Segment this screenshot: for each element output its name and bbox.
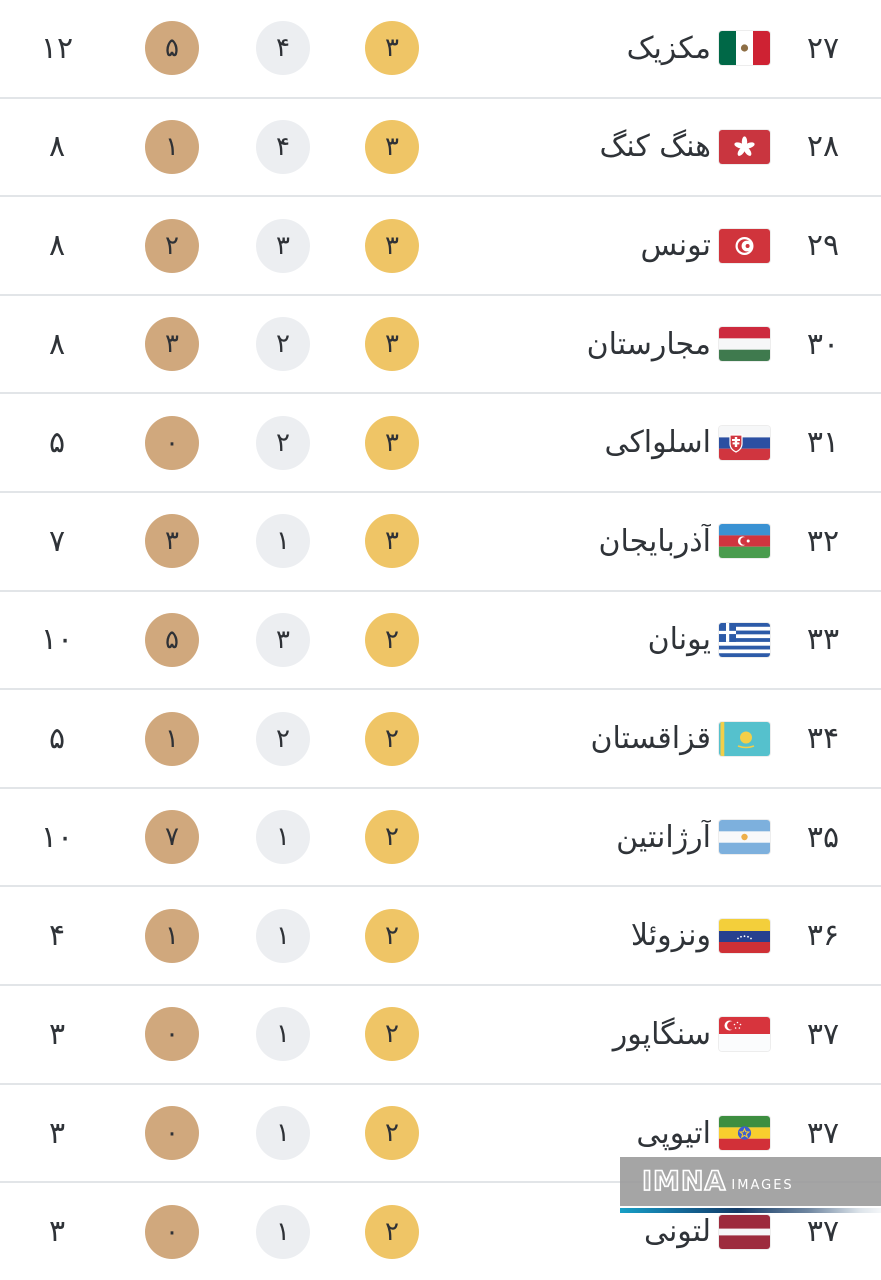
bronze-count-badge: ۱ (145, 120, 199, 174)
table-row[interactable] (0, 394, 881, 493)
ethiopia-flag-icon (719, 1116, 770, 1150)
bronze-count-badge: ۳ (145, 317, 199, 371)
country-name: مجارستان (586, 326, 711, 362)
silver-count-badge: ۲ (256, 712, 310, 766)
table-row[interactable] (0, 887, 881, 986)
country-name: ونزوئلا (630, 918, 711, 954)
rank-value: ۳۷ (806, 1214, 840, 1250)
gold-count-badge: ۲ (365, 909, 419, 963)
total-count: ۵ (48, 425, 66, 461)
gold-count-badge: ۳ (365, 219, 419, 273)
country-name: آذربایجان (598, 523, 711, 559)
venezuela-flag-icon (719, 919, 770, 953)
hong-kong-flag-icon (719, 130, 770, 164)
country-name: اتیوپی (636, 1115, 711, 1151)
rank-value: ۳۵ (806, 819, 840, 855)
table-row[interactable] (0, 99, 881, 198)
rank-value: ۲۷ (806, 30, 840, 66)
rank-value: ۳۶ (806, 918, 840, 954)
country-name: هنگ کنگ (599, 129, 711, 165)
argentina-flag-icon (719, 820, 770, 854)
latvia-flag-icon (719, 1215, 770, 1249)
gold-count-badge: ۲ (365, 613, 419, 667)
silver-count-badge: ۳ (256, 613, 310, 667)
tunisia-flag-icon (719, 229, 770, 263)
total-count: ۸ (48, 326, 66, 362)
country-name: سنگاپور (612, 1016, 711, 1052)
slovakia-flag-icon (719, 426, 770, 460)
country-name: اسلواکی (604, 425, 711, 461)
rank-value: ۳۱ (806, 425, 840, 461)
total-count: ۱۲ (40, 30, 74, 66)
country-name: تونس (640, 228, 711, 264)
gold-count-badge: ۳ (365, 21, 419, 75)
silver-count-badge: ۱ (256, 1106, 310, 1160)
total-count: ۸ (48, 129, 66, 165)
hungary-flag-icon (719, 327, 770, 361)
singapore-flag-icon (719, 1017, 770, 1051)
bronze-count-badge: ۱ (145, 712, 199, 766)
silver-count-badge: ۴ (256, 21, 310, 75)
bronze-count-badge: ۰ (145, 416, 199, 470)
table-row[interactable] (0, 296, 881, 395)
total-count: ۱۰ (40, 819, 74, 855)
country-name: مکزیک (626, 30, 711, 66)
imna-images-label: IMAGES (731, 1178, 794, 1193)
silver-count-badge: ۱ (256, 810, 310, 864)
country-name: لتونی (643, 1214, 711, 1250)
watermark-box (620, 1157, 881, 1206)
rank-value: ۲۹ (806, 228, 840, 264)
gold-count-badge: ۳ (365, 120, 419, 174)
silver-count-badge: ۱ (256, 909, 310, 963)
total-count: ۱۰ (40, 622, 74, 658)
rank-value: ۳۲ (806, 523, 840, 559)
silver-count-badge: ۱ (256, 1007, 310, 1061)
country-name: آرژانتین (616, 819, 711, 855)
gold-count-badge: ۳ (365, 514, 419, 568)
total-count: ۷ (48, 523, 66, 559)
total-count: ۳ (48, 1115, 66, 1151)
bronze-count-badge: ۰ (145, 1205, 199, 1259)
silver-count-badge: ۳ (256, 219, 310, 273)
rank-value: ۳۰ (806, 326, 840, 362)
gold-count-badge: ۲ (365, 1205, 419, 1259)
country-name: یونان (647, 622, 711, 658)
greece-flag-icon (719, 623, 770, 657)
bronze-count-badge: ۱ (145, 909, 199, 963)
total-count: ۵ (48, 721, 66, 757)
table-row[interactable] (0, 789, 881, 888)
gold-count-badge: ۲ (365, 1007, 419, 1061)
azerbaijan-flag-icon (719, 524, 770, 558)
silver-count-badge: ۱ (256, 514, 310, 568)
mexico-flag-icon (719, 31, 770, 65)
rank-value: ۳۳ (806, 622, 840, 658)
total-count: ۳ (48, 1016, 66, 1052)
total-count: ۸ (48, 228, 66, 264)
bronze-count-badge: ۳ (145, 514, 199, 568)
table-row[interactable] (0, 0, 881, 99)
bronze-count-badge: ۵ (145, 613, 199, 667)
table-row[interactable] (0, 592, 881, 691)
table-row[interactable] (0, 493, 881, 592)
table-row[interactable] (0, 690, 881, 789)
rank-value: ۳۷ (806, 1115, 840, 1151)
rank-value: ۳۴ (806, 721, 840, 757)
rank-value: ۳۷ (806, 1016, 840, 1052)
gold-count-badge: ۲ (365, 810, 419, 864)
table-row[interactable] (0, 986, 881, 1085)
table-row[interactable] (0, 197, 881, 296)
gold-count-badge: ۳ (365, 317, 419, 371)
gold-count-badge: ۲ (365, 1106, 419, 1160)
bronze-count-badge: ۰ (145, 1007, 199, 1061)
kazakhstan-flag-icon (719, 722, 770, 756)
bronze-count-badge: ۰ (145, 1106, 199, 1160)
silver-count-badge: ۴ (256, 120, 310, 174)
bronze-count-badge: ۲ (145, 219, 199, 273)
gold-count-badge: ۲ (365, 712, 419, 766)
total-count: ۴ (48, 918, 66, 954)
bronze-count-badge: ۷ (145, 810, 199, 864)
watermark-gradient-bar (620, 1208, 881, 1213)
rank-value: ۲۸ (806, 129, 840, 165)
silver-count-badge: ۲ (256, 317, 310, 371)
gold-count-badge: ۳ (365, 416, 419, 470)
imna-watermark (620, 1157, 881, 1213)
silver-count-badge: ۱ (256, 1205, 310, 1259)
silver-count-badge: ۲ (256, 416, 310, 470)
bronze-count-badge: ۵ (145, 21, 199, 75)
total-count: ۳ (48, 1214, 66, 1250)
country-name: قزاقستان (590, 721, 711, 757)
imna-logo: IMNA (642, 1166, 727, 1197)
